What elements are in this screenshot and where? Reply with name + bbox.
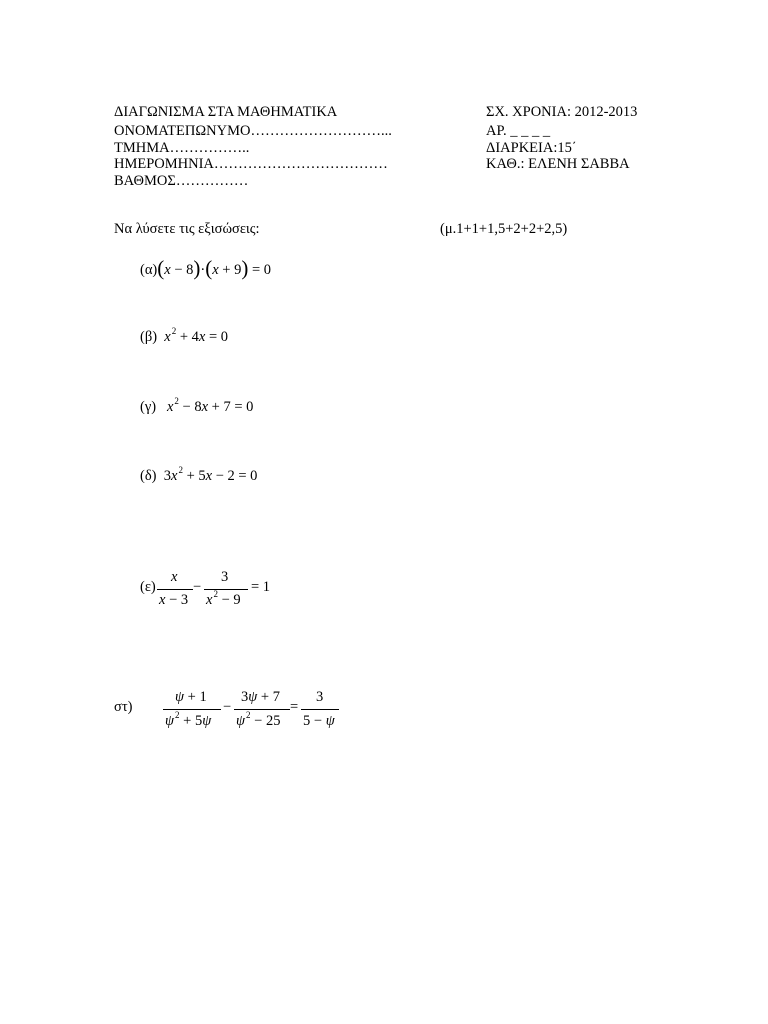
term: − 3 bbox=[165, 592, 189, 608]
exponent: 2 bbox=[171, 326, 177, 336]
term: − 25 bbox=[250, 713, 281, 729]
problem-c-label: (γ) bbox=[140, 399, 157, 415]
denominator bbox=[165, 710, 212, 729]
problem-f-label: στ) bbox=[114, 699, 133, 715]
variable-x: x bbox=[212, 262, 219, 278]
fraction bbox=[301, 690, 339, 732]
teacher: ΚΑΘ.: ΕΛΕΝΗ ΣΑΒΒΑ bbox=[486, 156, 630, 172]
variable-x: x bbox=[201, 399, 209, 415]
variable-x: x bbox=[159, 592, 166, 608]
name-field: ΟΝΟΜΑΤΕΠΩΝΥΜΟ………………………... bbox=[114, 123, 392, 139]
exponent: 2 bbox=[246, 710, 251, 720]
problem-e-label: (ε) bbox=[140, 579, 156, 595]
points-distribution: (μ.1+1+1,5+2+2+2,5) bbox=[440, 221, 568, 237]
denominator bbox=[206, 589, 241, 608]
problem-b bbox=[140, 326, 229, 345]
fraction bbox=[204, 570, 248, 610]
term: + 5 bbox=[182, 468, 206, 484]
numerator: 3 bbox=[221, 569, 229, 585]
class-field: ΤΜΗΜΑ…………….. bbox=[114, 140, 250, 156]
term: − 9 bbox=[217, 592, 241, 608]
number-field: ΑΡ. _ _ _ _ bbox=[486, 123, 551, 139]
problem-a bbox=[140, 257, 271, 278]
school-year: ΣΧ. ΧΡΟΝΙΑ: 2012-2013 bbox=[486, 104, 638, 120]
fraction-bar bbox=[157, 589, 193, 590]
numerator bbox=[175, 690, 207, 705]
numerator: x bbox=[171, 569, 178, 585]
variable-psi: ψ bbox=[165, 713, 175, 729]
date-field: ΗΜΕΡΟΜΗΝΙΑ……………………………… bbox=[114, 156, 388, 172]
variable-x: x bbox=[206, 592, 213, 608]
numerator: 3 bbox=[316, 689, 324, 705]
exponent: 2 bbox=[175, 710, 180, 720]
variable-x: x bbox=[198, 329, 206, 345]
minus-sign: − bbox=[223, 699, 232, 715]
coefficient: 3 bbox=[163, 468, 171, 484]
problem-c bbox=[140, 396, 254, 415]
fraction-bar bbox=[234, 709, 290, 710]
term-rest: + 7 = 0 bbox=[208, 399, 254, 415]
denominator bbox=[159, 593, 188, 608]
equals-sign: = bbox=[290, 699, 299, 715]
term: + 1 bbox=[184, 689, 207, 705]
fraction bbox=[163, 690, 221, 732]
instructions-text: Να λύσετε τις εξισώσεις: bbox=[114, 221, 260, 237]
term: − 8 bbox=[170, 262, 194, 278]
fraction-bar bbox=[301, 709, 339, 710]
term: − 8 bbox=[178, 399, 202, 415]
problem-b-label: (β) bbox=[140, 329, 158, 345]
fraction bbox=[234, 690, 290, 732]
term: + 4 bbox=[176, 329, 199, 345]
fraction-bar bbox=[204, 589, 248, 590]
exponent: 2 bbox=[174, 396, 179, 406]
variable-x: x bbox=[205, 468, 213, 484]
variable-psi: ψ bbox=[175, 689, 185, 705]
variable-x: x bbox=[164, 262, 171, 278]
variable-psi: ψ bbox=[248, 689, 258, 705]
fraction-bar bbox=[163, 709, 221, 710]
variable-psi: ψ bbox=[236, 713, 246, 729]
term-rest: − 2 = 0 bbox=[212, 468, 258, 484]
duration: ΔΙΑΡΚΕΙΑ:15΄ bbox=[486, 140, 577, 156]
fraction bbox=[157, 570, 193, 610]
coefficient: 3 bbox=[241, 689, 249, 705]
variable-x: x bbox=[164, 329, 171, 345]
equals-one: = 1 bbox=[251, 579, 271, 595]
term: + 9 bbox=[218, 262, 242, 278]
variable-psi: ψ bbox=[202, 713, 212, 729]
numerator bbox=[241, 690, 280, 705]
variable-psi: ψ bbox=[325, 713, 335, 729]
variable-x: x bbox=[171, 468, 178, 484]
equals-zero: = 0 bbox=[205, 329, 229, 345]
minus-sign: − bbox=[193, 579, 202, 595]
dot-operator: · bbox=[200, 262, 206, 278]
exponent: 2 bbox=[213, 589, 218, 599]
term: + 7 bbox=[257, 689, 280, 705]
variable-x: x bbox=[166, 399, 174, 415]
exam-title: ΔΙΑΓΩΝΙΣΜΑ ΣΤΑ ΜΑΘΗΜΑΤΙΚΑ bbox=[114, 104, 338, 120]
paren: ) bbox=[193, 256, 201, 280]
term: + 5 bbox=[179, 713, 203, 729]
denominator bbox=[303, 714, 335, 729]
paren: ( bbox=[157, 256, 165, 280]
equals-zero: = 0 bbox=[248, 262, 272, 278]
problem-a-label: (α) bbox=[140, 262, 158, 278]
grade-field: ΒΑΘΜΟΣ…………… bbox=[114, 173, 249, 189]
denominator bbox=[236, 710, 281, 729]
exponent: 2 bbox=[178, 465, 183, 475]
paren: ( bbox=[205, 256, 213, 280]
problem-d-label: (δ) bbox=[140, 468, 157, 484]
paren: ) bbox=[241, 256, 249, 280]
problem-d bbox=[140, 465, 258, 484]
term: 5 − bbox=[303, 713, 326, 729]
